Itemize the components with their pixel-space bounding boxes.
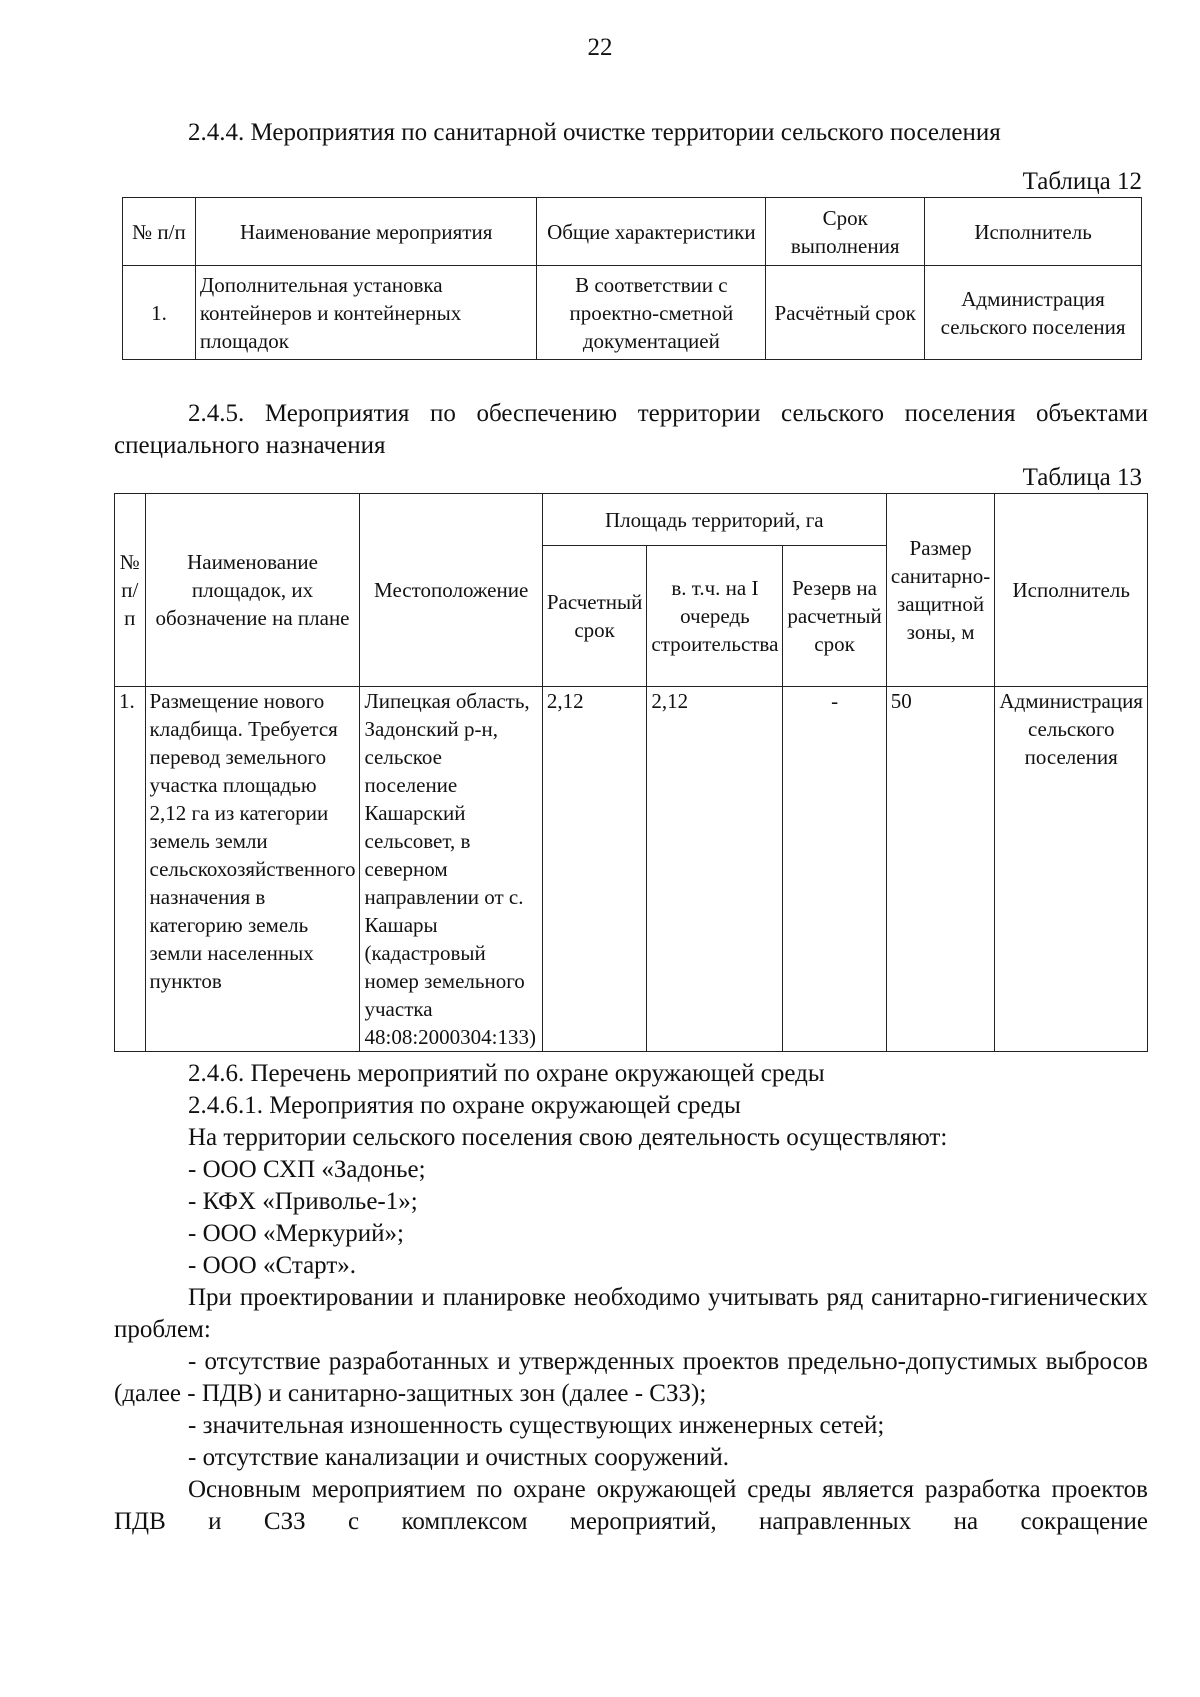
row-area-reserve-cell: - (783, 687, 886, 1052)
row-szz-cell: 50 (886, 687, 995, 1052)
row-executor-cell: Администрация сельского поселения (925, 266, 1142, 360)
section-244-heading: 2.4.4. Мероприятия по санитарной очистке территории сельского поселения (188, 119, 1001, 146)
section-2461-heading: 2.4.6.1. Мероприятия по охране окружающей среды (188, 1092, 741, 1119)
paragraph-problems-intro: При проектировании и планировке необходимо учитывать ряд санитарно-гигиенических проблем: (114, 1284, 1148, 1343)
page-number: 22 (587, 34, 613, 61)
company-list-item: - ООО «Меркурий»; (188, 1220, 404, 1247)
row-name-cell: Размещение нового кладбища. Требуется перевод земельного участка площадью 2,12 га из категории земель земли сельскохозяйственного назначения в категорию земель земли населенных пунктов (145, 687, 360, 1052)
row-location-cell: Липецкая область, Задонский р-н, сельское поселение Кашарский сельсовет, в северном направлении от с. Кашары (кадастровый номер земельного участка 48:08:2000304:133) (360, 687, 542, 1052)
header-cell: № п/п (123, 198, 196, 266)
header-num: № п/п (115, 494, 146, 687)
header-szz: Размер санитарно-защитной зоны, м (886, 494, 995, 687)
section-245-heading: 2.4.5. Мероприятия по обеспечению территории сельского поселения объектами специального назначения (114, 400, 1148, 459)
table-13-header-row (115, 494, 1148, 546)
header-area-reserve: Резерв на расчетный срок (783, 546, 886, 687)
header-area-calc: Расчетный срок (542, 546, 647, 687)
header-location: Местоположение (360, 494, 542, 687)
row-deadline-cell: Расчётный срок (766, 266, 925, 360)
table-row (123, 266, 1142, 360)
problem-list-item: - отсутствие разработанных и утвержденных проектов предельно-допустимых выбросов (далее - ПДВ) и санитарно-защитных зон (далее - СЗЗ); (114, 1348, 1148, 1407)
table-13 (114, 493, 1148, 1052)
header-name: Наименование площадок, их обозначение на плане (145, 494, 360, 687)
row-area-calc-cell: 2,12 (542, 687, 647, 1052)
header-area-first: в. т.ч. на I очередь строительства (647, 546, 783, 687)
company-list-item: - ООО «Старт». (188, 1252, 357, 1279)
problem-list-item: - отсутствие канализации и очистных сооружений. (188, 1444, 730, 1471)
table-12-header-row (123, 198, 1142, 266)
header-cell: Срок выполнения (766, 198, 925, 266)
company-list-item: - КФХ «Приволье-1»; (188, 1188, 418, 1215)
intro-text: На территории сельского поселения свою деятельность осуществляют: (188, 1124, 948, 1151)
header-cell: Наименование мероприятия (195, 198, 537, 266)
paragraph-main-measure: Основным мероприятием по охране окружающей среды является разработка проектов ПДВ и СЗЗ с комплексом мероприятий, направленных на сокращение (114, 1476, 1148, 1535)
table-12-label: Таблица 12 (1022, 168, 1142, 195)
row-num-cell: 1. (123, 266, 196, 360)
problem-list-item: - значительная изношенность существующих инженерных сетей; (188, 1412, 885, 1439)
row-area-first-cell: 2,12 (647, 687, 783, 1052)
row-name-cell: Дополнительная установка контейнеров и контейнерных площадок (195, 266, 537, 360)
table-row (115, 687, 1148, 1052)
header-cell: Исполнитель (925, 198, 1142, 266)
table-12 (122, 197, 1142, 360)
row-executor-cell: Администрация сельского поселения (995, 687, 1148, 1052)
header-area-group: Площадь территорий, га (542, 494, 886, 546)
section-246-heading: 2.4.6. Перечень мероприятий по охране окружающей среды (188, 1060, 825, 1087)
header-cell: Общие характеристики (537, 198, 766, 266)
row-num-cell: 1. (115, 687, 146, 1052)
table-13-label: Таблица 13 (1022, 464, 1142, 491)
header-executor: Исполнитель (995, 494, 1148, 687)
company-list-item: - ООО СХП «Задонье; (188, 1156, 426, 1183)
row-characteristics-cell: В соответствии с проектно-сметной документацией (537, 266, 766, 360)
